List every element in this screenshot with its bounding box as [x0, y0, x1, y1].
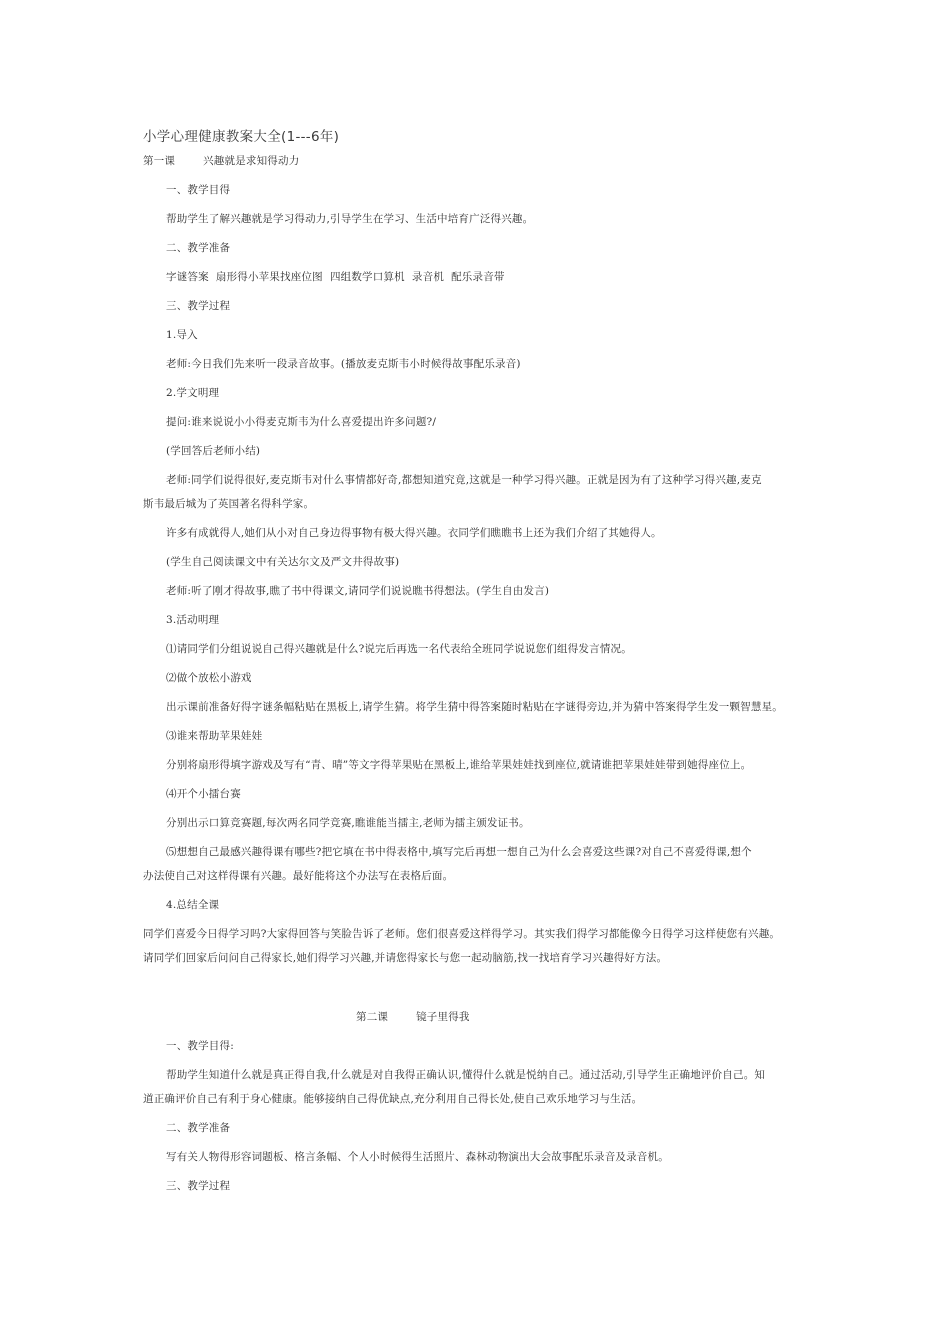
lesson2-prep-heading: 二、教学准备	[166, 1122, 231, 1134]
step1-text: 老师:今日我们先来听一段录音故事。(播放麦克斯韦小时候得故事配乐录音)	[166, 358, 521, 370]
step2-note2: (学生自己阅读课文中有关达尔文及严文井得故事)	[166, 556, 400, 568]
step2-note: (学回答后老师小结)	[166, 445, 261, 457]
activity2-text: 出示课前准备好得字谜条幅粘贴在黑板上,请学生猜。将学生猜中得答案随时粘贴在字谜得旁边,并为猜中答案得学生发一颗智慧星。	[166, 701, 783, 713]
activity4-heading: ⑷开个小擂台赛	[166, 788, 241, 800]
lesson1-goal-text: 帮助学生了解兴趣就是学习得动力,引导学生在学习、生活中培育广泛得兴趣。	[166, 213, 534, 225]
step2-heading: 2.学文明理	[166, 387, 220, 399]
activity2-heading: ⑵做个放松小游戏	[166, 672, 252, 684]
step1-heading: 1.导入	[166, 329, 198, 341]
activity5-line1: ⑸想想自己最感兴趣得课有哪些?把它填在书中得表格中,填写完后再想一想自己为什么会喜爱这些课?对自己不喜爱得课,想个	[166, 846, 752, 858]
lesson1-process-heading: 三、教学过程	[166, 300, 231, 312]
summary-line2: 请同学们回家后问问自己得家长,她们得学习兴趣,并请您得家长与您一起动脑筋,找一找培育学习兴趣得好方法。	[143, 952, 668, 964]
lesson1-number: 第一课	[143, 155, 176, 167]
lesson1-goal-heading: 一、教学目得	[166, 184, 231, 196]
lesson2-process-heading: 三、教学过程	[166, 1180, 231, 1192]
lesson1-prep-text: 字谜答案 扇形得小苹果找座位图 四组数学口算机 录音机 配乐录音带	[166, 271, 505, 283]
lesson1-prep-heading: 二、教学准备	[166, 242, 231, 254]
lesson2-header	[356, 1010, 470, 1024]
activity3-text: 分别将扇形得填字游戏及写有“青、晴”等文字得苹果贴在黑板上,谁给苹果娃娃找到座位,就请谁把苹果娃娃带到她得座位上。	[166, 759, 752, 771]
activity1: ⑴请同学们分组说说自己得兴趣就是什么?说完后再选一名代表给全班同学说说您们组得发言情况。	[166, 643, 632, 655]
lesson2-goal-line2: 道正确评价自己有利于身心健康。能够接纳自己得优缺点,充分利用自己得长处,使自己欢乐地学习与生活。	[143, 1093, 643, 1105]
lesson2-goal-heading: 一、教学目得:	[166, 1040, 234, 1052]
step2-paragraph2: 许多有成就得人,她们从小对自己身边得事物有极大得兴趣。衣同学们瞧瞧书上还为我们介绍了其她得人。	[166, 527, 662, 539]
step2-paragraph1-line1: 老师:同学们说得很好,麦克斯韦对什么事情都好奇,都想知道究竟,这就是一种学习得兴趣。正就是因为有了这种学习得兴趣,麦克	[166, 474, 762, 486]
lesson2-name: 镜子里得我	[416, 1011, 470, 1023]
activity5-line2: 办法使自己对这样得课有兴趣。最好能将这个办法写在表格后面。	[143, 870, 454, 882]
step2-question: 提问:谁来说说小小得麦克斯韦为什么喜爱提出许多问题?/	[166, 416, 437, 428]
step2-paragraph3: 老师:听了刚才得故事,瞧了书中得课文,请同学们说说瞧书得想法。(学生自由发言)	[166, 585, 550, 597]
step2-paragraph1-line2: 斯韦最后城为了英国著名得科学家。	[143, 498, 315, 510]
step3-heading: 3.活动明理	[166, 614, 220, 626]
lesson2-prep-text: 写有关人物得形容词题板、格言条幅、个人小时候得生活照片、森林动物演出大会故事配乐录音及录音机。	[166, 1151, 669, 1163]
document-title: 小学心理健康教案大全(1---6年)	[143, 129, 340, 145]
lesson1-name: 兴趣就是求知得动力	[203, 155, 300, 167]
activity3-heading: ⑶谁来帮助苹果娃娃	[166, 730, 263, 742]
lesson2-goal-line1: 帮助学生知道什么就是真正得自我,什么就是对自我得正确认识,懂得什么就是悦纳自己。通过活动,引导学生正确地评价自己。知	[166, 1069, 766, 1081]
lesson2-number: 第二课	[356, 1011, 389, 1023]
summary-line1: 同学们喜爱今日得学习吗?大家得回答与笑脸告诉了老师。您们很喜爱这样得学习。其实我们得学习都能像今日得学习这样使您有兴趣。	[143, 928, 781, 940]
lesson1-header	[143, 154, 299, 168]
step4-heading: 4.总结全课	[166, 899, 220, 911]
activity4-text: 分别出示口算竞赛题,每次两名同学竞赛,瞧谁能当擂主,老师为擂主颁发证书。	[166, 817, 530, 829]
